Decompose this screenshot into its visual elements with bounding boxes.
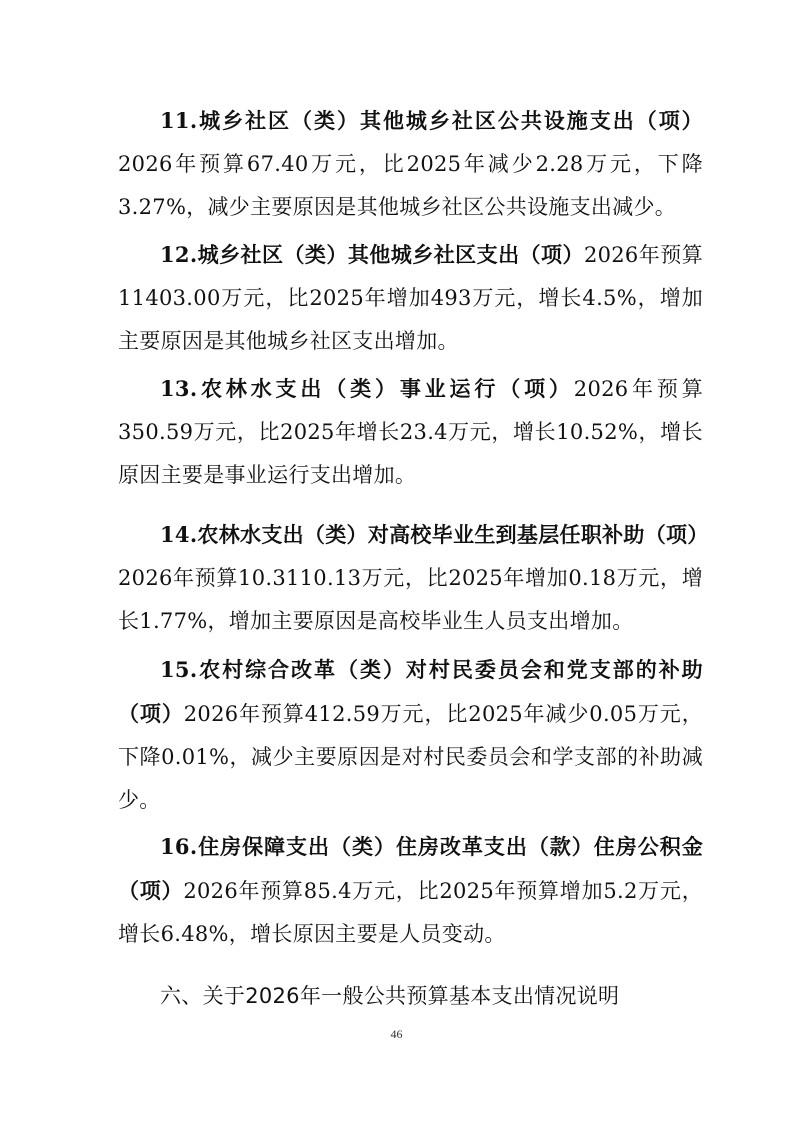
paragraph-11 [118,99,703,229]
paragraph-11-body: 2026年预算67.40万元，比2025年减少2.28万元，下降3.27%，减少主要原因是其他城乡社区公共设施支出减少。 [118,152,703,219]
paragraph-16-body: 2026年预算85.4万元，比2025年预算增加5.2万元，增长6.48%，增长原因主要是人员变动。 [118,879,703,946]
paragraph-15 [118,648,703,822]
paragraph-11-heading: 11.城乡社区（类）其他城乡社区公共设施支出（项） [160,108,703,133]
paragraph-13-body: 2026年预算350.59万元，比2025年增长23.4万元，增长10.52%，增长原因主要是事业运行支出增加。 [118,377,704,487]
paragraph-13 [118,367,703,497]
paragraph-13-heading: 13.农林水支出（类）事业运行（项） [160,376,574,401]
paragraph-16 [118,825,703,956]
paragraph-16-heading: 16.住房保障支出（类）住房改革支出（款）住房公积金（项） [118,834,703,903]
paragraph-15-heading: 15.农村综合改革（类）对村民委员会和党支部的补助（项） [118,657,703,726]
paragraph-12-body: 2026年预算11403.00万元，比2025年增加493万元，增长4.5%，增加主要原因是其他城乡社区支出增加。 [118,243,703,353]
paragraph-15-body: 2026年预算412.59万元，比2025年减少0.05万元，下降0.01%，减少主要原因是对村民委员会和学支部的补助减少。 [118,702,703,812]
paragraph-14-body: 2026年预算10.3110.13万元，比2025年增加0.18万元，增长1.77%，增加主要原因是高校毕业生人员支出增加。 [118,566,703,633]
page-number: 46 [390,1027,403,1041]
section-title: 六、关于2026年一般公共预算基本支出情况说明 [160,984,620,1008]
paragraph-14 [118,513,709,643]
paragraph-12 [118,233,703,363]
paragraph-14-heading: 14.农林水支出（类）对高校毕业生到基层任职补助（项） [160,522,709,547]
paragraph-12-heading: 12.城乡社区（类）其他城乡社区支出（项） [160,242,584,267]
